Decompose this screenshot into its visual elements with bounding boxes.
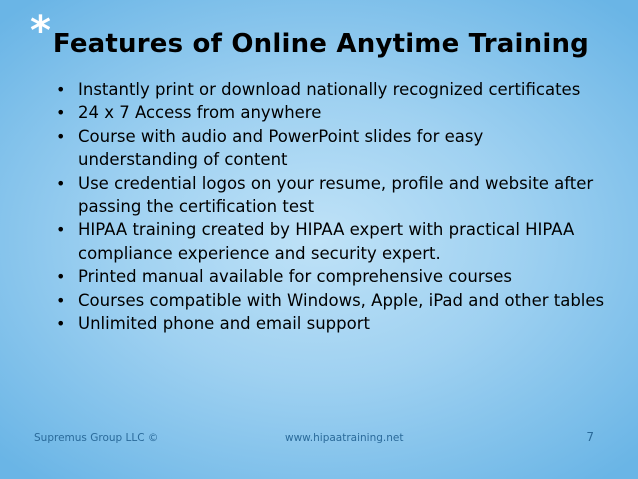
title-row xyxy=(30,8,620,60)
bullet-item xyxy=(50,312,605,335)
bullet-icon: • xyxy=(56,126,66,146)
bullet-text: Courses compatible with Windows, Apple, iPad and other tables xyxy=(78,290,605,310)
footer-website: www.hipaatraining.net xyxy=(285,432,404,444)
bullet-item xyxy=(50,101,605,124)
bullet-item xyxy=(50,218,605,265)
bullet-list xyxy=(50,78,605,335)
bullet-item xyxy=(50,289,605,312)
bullet-text: Use credential logos on your resume, profile and website after passing the certification test xyxy=(78,173,594,217)
bullet-icon: • xyxy=(56,290,66,310)
slide-title: Features of Online Anytime Training xyxy=(52,29,589,59)
bullet-icon: • xyxy=(56,220,66,240)
bullet-text: Instantly print or download nationally recognized certificates xyxy=(78,80,581,99)
bullet-text: Printed manual available for comprehensive courses xyxy=(78,267,512,287)
bullet-text: 24 x 7 Access from anywhere xyxy=(78,103,322,123)
bullet-item xyxy=(50,125,605,172)
page-number: 7 xyxy=(586,430,594,444)
bullet-text: Course with audio and PowerPoint slides for easy understanding of content xyxy=(78,126,484,170)
bullet-item xyxy=(50,172,605,219)
bullet-icon: • xyxy=(56,173,66,193)
bullet-item xyxy=(50,78,605,101)
bullet-icon: • xyxy=(56,80,66,99)
footer-company: Supremus Group LLC © xyxy=(34,432,159,444)
bullet-icon: • xyxy=(56,314,66,334)
bullet-text: Unlimited phone and email support xyxy=(78,314,370,334)
bullet-icon: • xyxy=(56,103,66,123)
bullet-text: HIPAA training created by HIPAA expert with practical HIPAA compliance experience and security expert. xyxy=(78,220,575,263)
slide-footer xyxy=(0,432,638,452)
bullet-item xyxy=(50,265,605,288)
bullet-icon: • xyxy=(56,267,66,287)
title-marker: * xyxy=(30,8,51,54)
